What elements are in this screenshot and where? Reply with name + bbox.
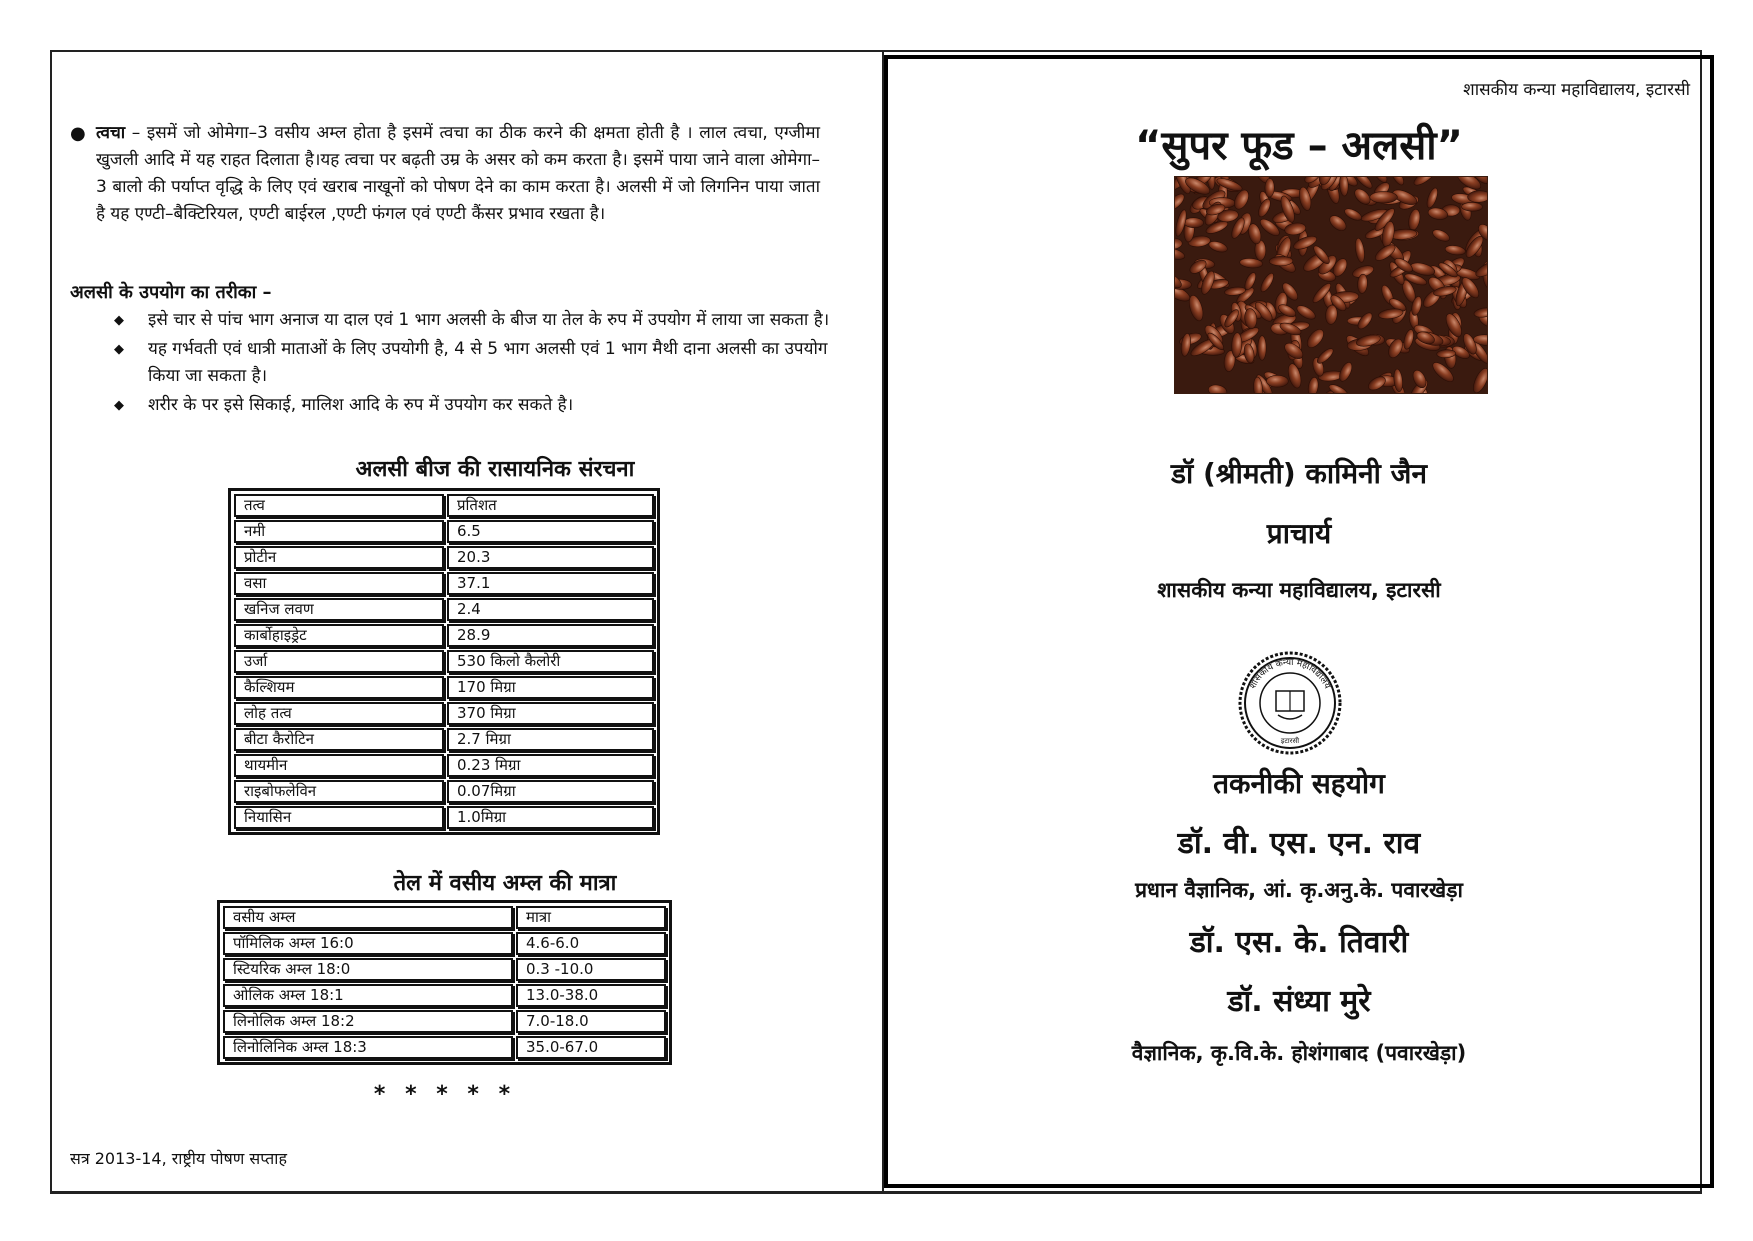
- page-title: “सुपर फूड – अलसी”: [1135, 123, 1463, 169]
- contributor-title-1: प्रधान वैज्ञानिक, आं. कृ.अनु.के. पवारखेड़ा: [1135, 878, 1463, 902]
- composition-table: [228, 488, 660, 835]
- table-row: पॉमिलिक अम्ल 16:0 4.6-6.0: [223, 932, 666, 955]
- list-item: ◆ यह गर्भवती एवं धात्री माताओं के लिए उपयोगी है, 4 से 5 भाग अलसी एवं 1 भाग मैथी दाना अलसी का उपयोग किया जा सकता है।: [112, 336, 852, 390]
- end-stars: * * * * *: [373, 1082, 517, 1107]
- table-row: नियासिन 1.0मिग्रा: [234, 806, 654, 829]
- table-row: तत्व प्रतिशत: [234, 494, 654, 517]
- flaxseed-photo: [1174, 176, 1488, 394]
- support-heading: तकनीकी सहयोग: [1213, 767, 1385, 800]
- contributor-title-3: वैज्ञानिक, कृ.वि.के. होशंगाबाद (पवारखेड़ा): [1131, 1041, 1467, 1065]
- usage-list: [112, 307, 852, 421]
- skin-benefits-paragraph: [70, 120, 820, 228]
- table-row: खनिज लवण 2.4: [234, 598, 654, 621]
- college-header: शासकीय कन्या महाविद्यालय, इटारसी: [1463, 80, 1690, 100]
- svg-text:इटारसी: इटारसी: [1280, 737, 1300, 745]
- skin-lead-word: त्वचा: [96, 123, 126, 143]
- seed-shape: [1258, 336, 1266, 361]
- usage-heading: अलसी के उपयोग का तरीका –: [70, 282, 272, 303]
- contributor-name-1: डॉ. वी. एस. एन. राव: [1177, 826, 1421, 861]
- diamond-bullet-icon: ◆: [114, 342, 124, 357]
- contributor-name-2: डॉ. एस. के. तिवारी: [1189, 925, 1409, 960]
- table-row: वसा 37.1: [234, 572, 654, 595]
- table-row: कैल्शियम 170 मिग्रा: [234, 676, 654, 699]
- table-row: लोह तत्व 370 मिग्रा: [234, 702, 654, 725]
- list-item: ◆ शरीर के पर इसे सिकाई, मालिश आदि के रुप में उपयोग कर सकते है।: [112, 392, 852, 419]
- seed-shape: [1267, 375, 1289, 387]
- table-row: वसीय अम्ल मात्रा: [223, 906, 666, 929]
- college-name: शासकीय कन्या महाविद्यालय, इटारसी: [1157, 578, 1441, 602]
- diamond-bullet-icon: ◆: [114, 313, 124, 328]
- table-row: लिनोलिक अम्ल 18:2 7.0-18.0: [223, 1010, 666, 1033]
- table-row: लिनोलिनिक अम्ल 18:3 35.0-67.0: [223, 1036, 666, 1059]
- author-designation: प्राचार्य: [1266, 517, 1332, 550]
- college-seal-logo: [1238, 651, 1342, 755]
- table-row: थायमीन 0.23 मिग्रा: [234, 754, 654, 777]
- inside-panel: [70, 110, 860, 1180]
- cover-panel: [888, 59, 1710, 1184]
- seed-shape: [1269, 256, 1293, 266]
- table-row: बीटा कैरोटिन 2.7 मिग्रा: [234, 728, 654, 751]
- contributor-name-3: डॉ. संध्या मुरे: [1227, 984, 1371, 1019]
- composition-table-title: अलसी बीज की रासायनिक संरचना: [355, 457, 635, 482]
- table-row: कार्बोहाइड्रेट 28.9: [234, 624, 654, 647]
- fatty-acid-table: [217, 900, 672, 1065]
- seed-shape: [1462, 202, 1483, 211]
- fatty-acid-table-title: तेल में वसीय अम्ल की मात्रा: [393, 871, 617, 896]
- list-item: ◆ इसे चार से पांच भाग अनाज या दाल एवं 1 भाग अलसी के बीज या तेल के रुप में उपयोग में लाया जा सकता है।: [112, 307, 852, 334]
- table-row: राइबोफलेविन 0.07मिग्रा: [234, 780, 654, 803]
- diamond-bullet-icon: ◆: [114, 398, 124, 413]
- skin-text: – इसमें जो ओमेगा–3 वसीय अम्ल होता है इसमें त्वचा का ठीक करने की क्षमता होती है । लाल त्वचा, एग्जीमा खुजली आदि में यह राहत दिलाता है।यह त्वचा पर बढ़ती उम्र के असर को कम करता है। इसमें पाया जाने वाला ओमेगा–3 बालो की पर्याप्त वृद्धि के लिए एवं खराब नाखूनों को पोषण देने का काम करता है। अलसी में जो लिगनिन पाया जाता है यह एण्टी–बैक्टिरियल, एण्टी बाईरल ,एण्टी फंगल एवं एण्टी कैंसर प्रभाव रखता है।: [96, 123, 820, 224]
- table-row: उर्जा 530 किलो कैलोरी: [234, 650, 654, 673]
- table-row: ओलिक अम्ल 18:1 13.0-38.0: [223, 984, 666, 1007]
- table-row: नमी 6.5: [234, 520, 654, 543]
- bullet-dot-icon: ●: [70, 123, 86, 144]
- footer-note: सत्र 2013-14, राष्ट्रीय पोषण सप्ताह: [70, 1149, 287, 1168]
- bottom-rule: [50, 1192, 1702, 1194]
- seed-shape: [1370, 192, 1398, 203]
- svg-text:शासकीय कन्या महाविद्यालय: शासकीय कन्या महाविद्यालय: [1248, 657, 1332, 691]
- table-row: प्रोटीन 20.3: [234, 546, 654, 569]
- author-name: डॉ (श्रीमती) कामिनी जैन: [1171, 457, 1427, 490]
- table-row: स्टियरिक अम्ल 18:0 0.3 -10.0: [223, 958, 666, 981]
